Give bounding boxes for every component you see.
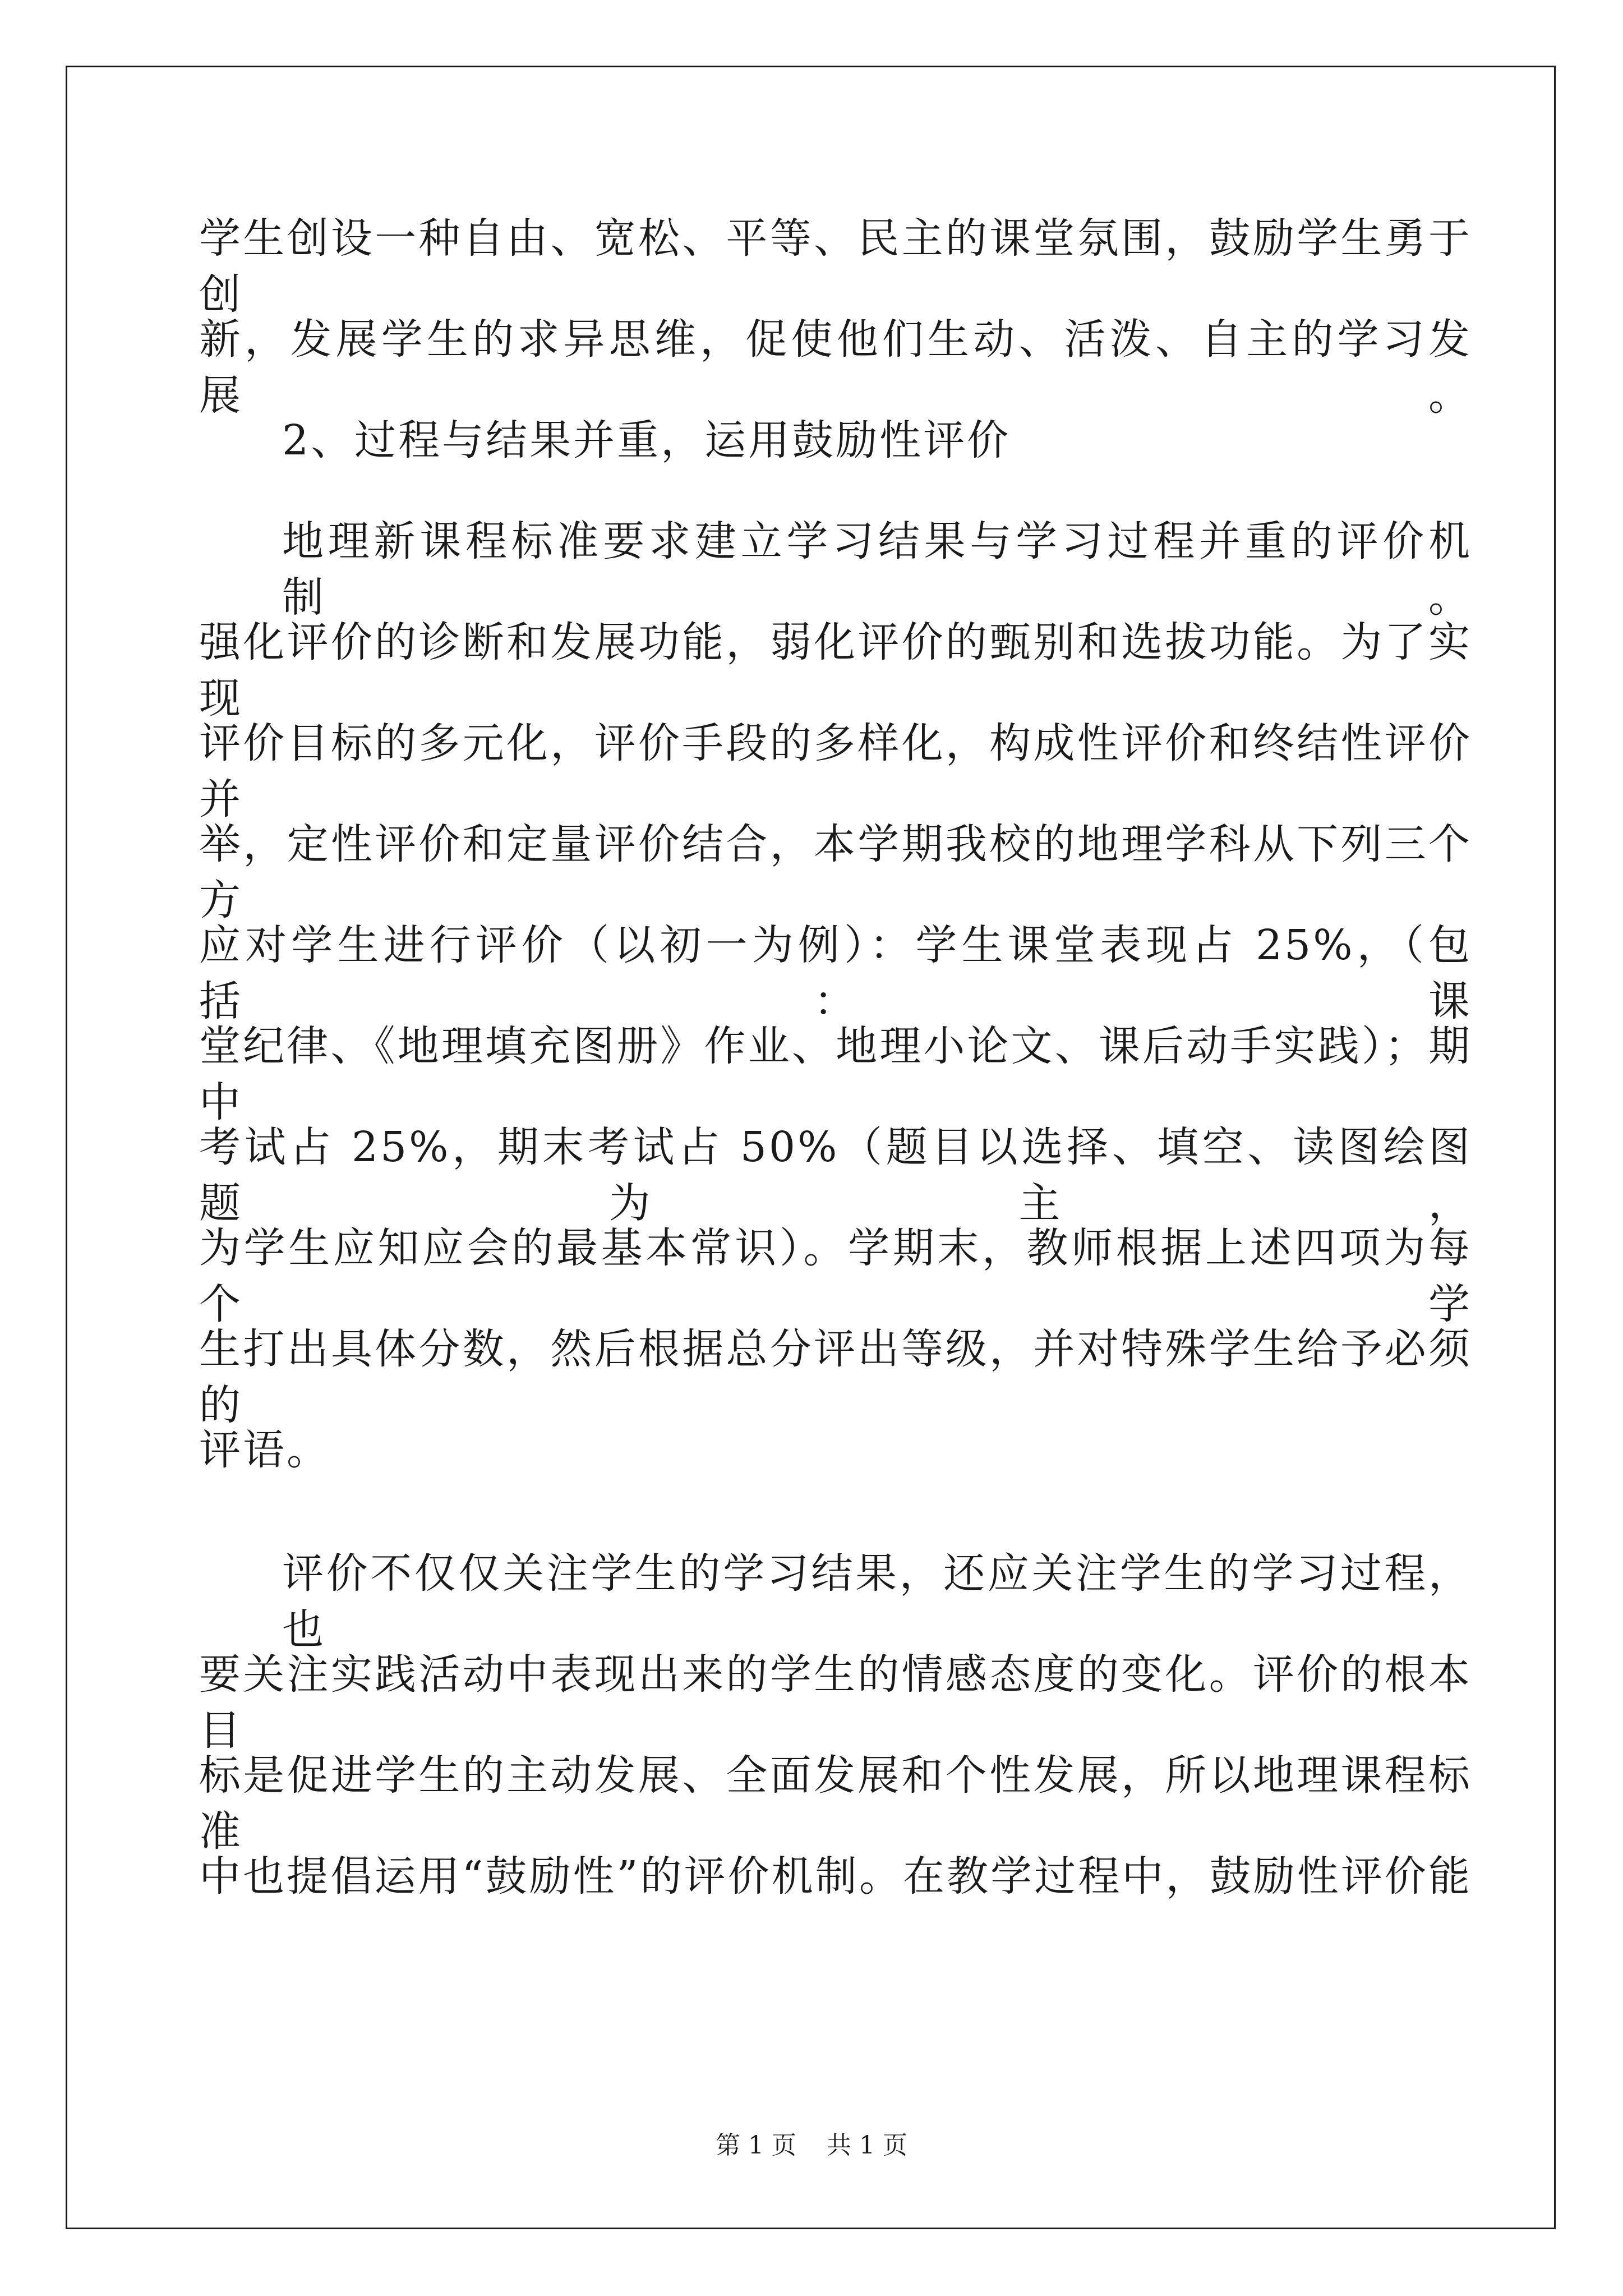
text-line: 要关注实践活动中表现出来的学生的情感态度的变化。评价的根本目 xyxy=(199,1650,1472,1755)
text-line: 堂纪律、《地理填充图册》作业、地理小论文、课后动手实践）；期中 xyxy=(199,1022,1472,1126)
text-line: 举，定性评价和定量评价结合，本学期我校的地理学科从下列三个方 xyxy=(199,820,1472,924)
page-footer xyxy=(0,2129,1623,2162)
text-line: 评语。 xyxy=(199,1426,330,1474)
text-line: 应对学生进行评价（以初一为例）：学生课堂表现占 25%，（包括：课 xyxy=(199,921,1472,1025)
text-line: 评价不仅仅关注学生的学习结果，还应关注学生的学习过程，也 xyxy=(282,1549,1472,1654)
page-number: 第 1 页 xyxy=(716,2131,796,2160)
text-line: 地理新课程标准要求建立学习结果与学习过程并重的评价机制。 xyxy=(282,517,1472,622)
text-line: 生打出具体分数，然后根据总分评出等级，并对特殊学生给予必须的 xyxy=(199,1325,1472,1429)
text-line: 为学生应知应会的最基本常识）。学期末，教师根据上述四项为每个学 xyxy=(199,1224,1472,1328)
text-line: 考试占 25%，期末考试占 50%（题目以选择、填空、读图绘图题为主， xyxy=(199,1123,1472,1227)
text-line: 学生创设一种自由、宽松、平等、民主的课堂氛围，鼓励学生勇于创 xyxy=(199,214,1472,319)
page-total: 共 1 页 xyxy=(827,2131,907,2160)
text-line: 中也提倡运用“鼓励性”的评价机制。在教学过程中，鼓励性评价能 xyxy=(199,1852,1472,1901)
text-line: 强化评价的诊断和发展功能，弱化评价的甄别和选拔功能。为了实现 xyxy=(199,618,1472,723)
text-line: 评价目标的多元化，评价手段的多样化，构成性评价和终结性评价并 xyxy=(199,719,1472,823)
text-line: 标是促进学生的主动发展、全面发展和个性发展，所以地理课程标准 xyxy=(199,1751,1472,1856)
text-line: 新，发展学生的求异思维，促使他们生动、活泼、自主的学习发展。 xyxy=(199,315,1472,420)
section-heading: 2、过程与结果并重，运用鼓励性评价 xyxy=(282,416,1011,464)
